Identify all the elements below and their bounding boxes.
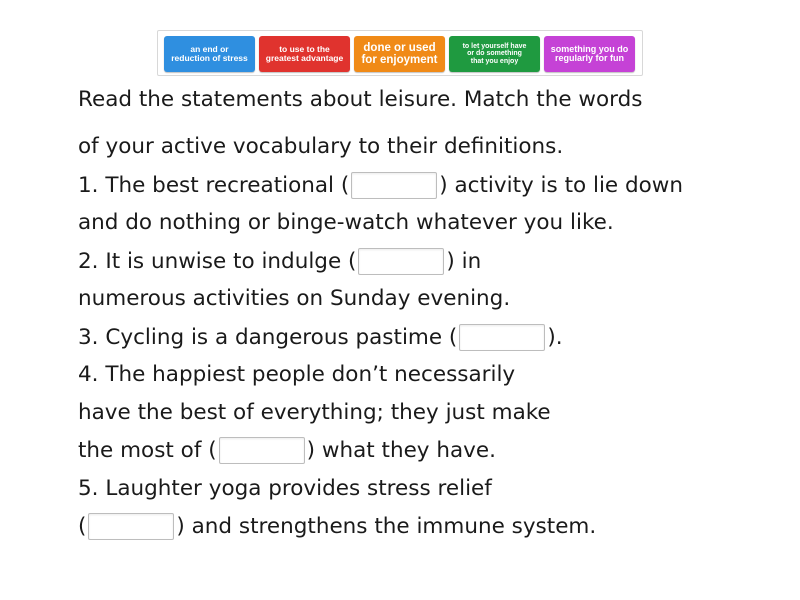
drop-slot-5[interactable] <box>88 513 174 540</box>
statement-text: and do nothing or binge-watch whatever you like. <box>78 210 614 235</box>
statement-4-line-2 <box>78 402 551 424</box>
drop-slot-1[interactable] <box>351 172 437 199</box>
statement-text: ) what they have. <box>306 437 496 463</box>
drop-slot-3[interactable] <box>459 324 545 351</box>
card-label: done or used <box>363 41 436 54</box>
card-label: reduction of stress <box>171 53 248 63</box>
statement-text: 2. It is unwise to indulge ( <box>78 248 357 274</box>
statement-text: ) and strengthens the immune system. <box>176 513 597 539</box>
card-for-enjoyment[interactable] <box>354 36 445 72</box>
statement-text: the most of ( <box>78 437 217 463</box>
card-let-yourself-have[interactable] <box>449 36 540 72</box>
statement-text: numerous activities on Sunday evening. <box>78 286 511 311</box>
statement-text: ) in <box>446 248 482 274</box>
instructions-line-1: Read the statements about leisure. Match the words <box>78 87 643 112</box>
card-label: regularly for fun <box>554 53 624 63</box>
statement-4-line-3 <box>78 437 496 464</box>
card-label: that you enjoy <box>470 57 519 65</box>
card-label: to use to the <box>279 44 330 55</box>
statement-text: have the best of everything; they just make <box>78 400 551 425</box>
card-label: or do something <box>467 50 522 58</box>
statement-5-line-1 <box>78 478 492 500</box>
statement-4-line-1 <box>78 364 515 386</box>
statement-text: 4. The happiest people don’t necessarily <box>78 362 516 387</box>
answer-card-bank <box>157 30 643 76</box>
statement-text: ( <box>78 513 87 539</box>
statement-5-line-2 <box>78 513 596 540</box>
statement-text: ) activity is to lie down <box>439 172 684 198</box>
card-label: an end or <box>190 44 229 55</box>
instructions-line-2: of your active vocabulary to their definitions. <box>78 134 564 159</box>
statement-text: 3. Cycling is a dangerous pastime ( <box>78 324 458 350</box>
card-label: something you do <box>550 43 629 54</box>
card-regularly-for-fun[interactable] <box>544 36 635 72</box>
statement-2-line-1 <box>78 248 481 275</box>
statement-1-line-2 <box>78 212 614 234</box>
card-label: for enjoyment <box>361 54 438 66</box>
card-label: to let yourself have <box>462 42 527 50</box>
statement-text: 5. Laughter yoga provides stress relief <box>78 476 492 501</box>
drop-slot-2[interactable] <box>358 248 444 275</box>
statement-text: ). <box>547 324 563 350</box>
statement-3-line-1 <box>78 324 563 351</box>
drop-slot-4[interactable] <box>219 437 305 464</box>
statement-text: 1. The best recreational ( <box>78 172 350 198</box>
card-end-of-stress[interactable] <box>164 36 255 72</box>
card-label: greatest advantage <box>265 53 344 63</box>
statement-1-line-1 <box>78 172 683 199</box>
card-greatest-advantage[interactable] <box>259 36 350 72</box>
statement-2-line-2 <box>78 288 510 310</box>
